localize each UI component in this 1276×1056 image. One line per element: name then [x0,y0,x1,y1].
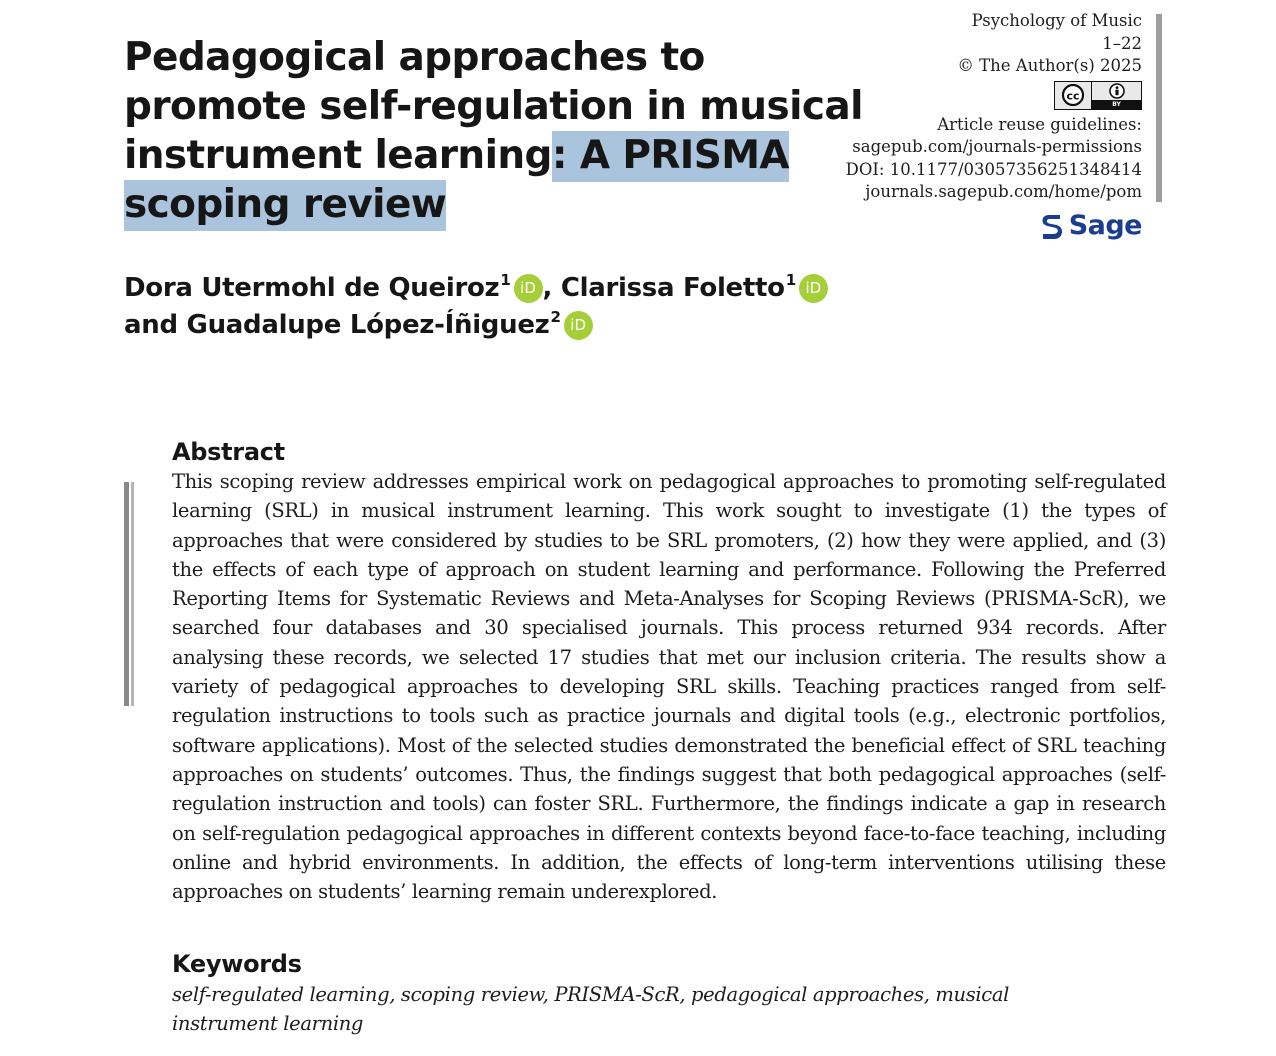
article-title-highlighted: : A PRISMA scoping review [124,131,789,231]
publisher-name: Sage [1068,210,1142,242]
keywords-text: self-regulated learning, scoping review, PRISMA-ScR, pedagogical approaches, musical instrument learning [172,983,1010,1036]
reuse-guidelines-label: Article reuse guidelines: [937,114,1142,134]
author-name: Guadalupe López-Íñiguez [186,310,550,340]
orcid-icon[interactable]: iD [799,274,828,303]
svg-text:cc: cc [1066,89,1080,103]
attribution-icon [1109,82,1125,100]
copyright-notice: © The Author(s) 2025 [957,56,1142,75]
abstract-heading: Abstract [172,438,285,466]
cc-icon [1055,82,1091,109]
orcid-icon[interactable]: iD [514,274,543,303]
doi-link[interactable]: DOI: 10.1177/03057356251348414 [845,159,1142,179]
affiliation-marker: 2 [550,308,561,326]
author-name: Dora Utermohl de Queiroz [124,273,500,303]
abstract-text: This scoping review addresses empirical work on pedagogical approaches to promoting self-regulated learning (SRL) in musical instrument learning. This work sought to investigate (1) the types of approaches that were considered by studies to be SRL promoters, (2) how they were applied, and (3) the effects of each type of approach on student learning and performance. Following the Preferred Reporting Items for Systematic Reviews and Meta-Analyses for Scoping Reviews (PRISMA-ScR), we searched four databases and 30 specialised journals. This process returned 934 records. After analysing these records, we selected 17 studies that met our inclusion criteria. The results show a variety of pedagogical approaches to developing SRL skills. Teaching practices ranged from self-regulation instructions to tools such as practice journals and digital tools (e.g., electronic portfolios, software applications). Most of the selected studies demonstrated the beneficial effect of SRL teaching approaches on students’ outcomes. Thus, the findings suggest that both pedagogical approaches (self-regulation instruction and tools) can foster SRL. Furthermore, the findings indicate a gap in research on self-regulation pedagogical approaches in different contexts beyond face-to-face teaching, including online and hybrid environments. In addition, the effects of long-term interventions utilising these approaches on students’ learning remain underexplored. [172,470,1166,904]
article-title [124,33,884,229]
header-vertical-rule [1156,14,1162,202]
sage-logo[interactable] [1040,212,1142,242]
journal-homepage-link[interactable]: journals.sagepub.com/home/pom [865,182,1142,201]
keywords-heading: Keywords [172,950,302,978]
article-title-main: Pedagogical approaches to promote self-regulation in musical instrument learning [124,35,863,178]
orcid-icon[interactable]: iD [564,311,593,340]
permissions-link[interactable]: sagepub.com/journals-permissions [852,137,1142,156]
cc-by-license-badge[interactable]: cc BY [1054,81,1142,110]
author-list: Dora Utermohl de Queiroz$^1$ iD , Clarissa Foletto$^1$ iD and Guadalupe López-Íñiguez$^2$ iD [124,270,884,344]
page-range: 1–22 [1102,33,1142,53]
journal-meta [812,10,1142,248]
affiliation-marker: 1 [785,271,796,289]
abstract-margin-rule [124,482,134,706]
affiliation-marker: 1 [500,271,511,289]
author-name: Clarissa Foletto [560,273,785,303]
sage-s-icon [1040,212,1064,242]
journal-name: Psychology of Music [971,11,1142,30]
